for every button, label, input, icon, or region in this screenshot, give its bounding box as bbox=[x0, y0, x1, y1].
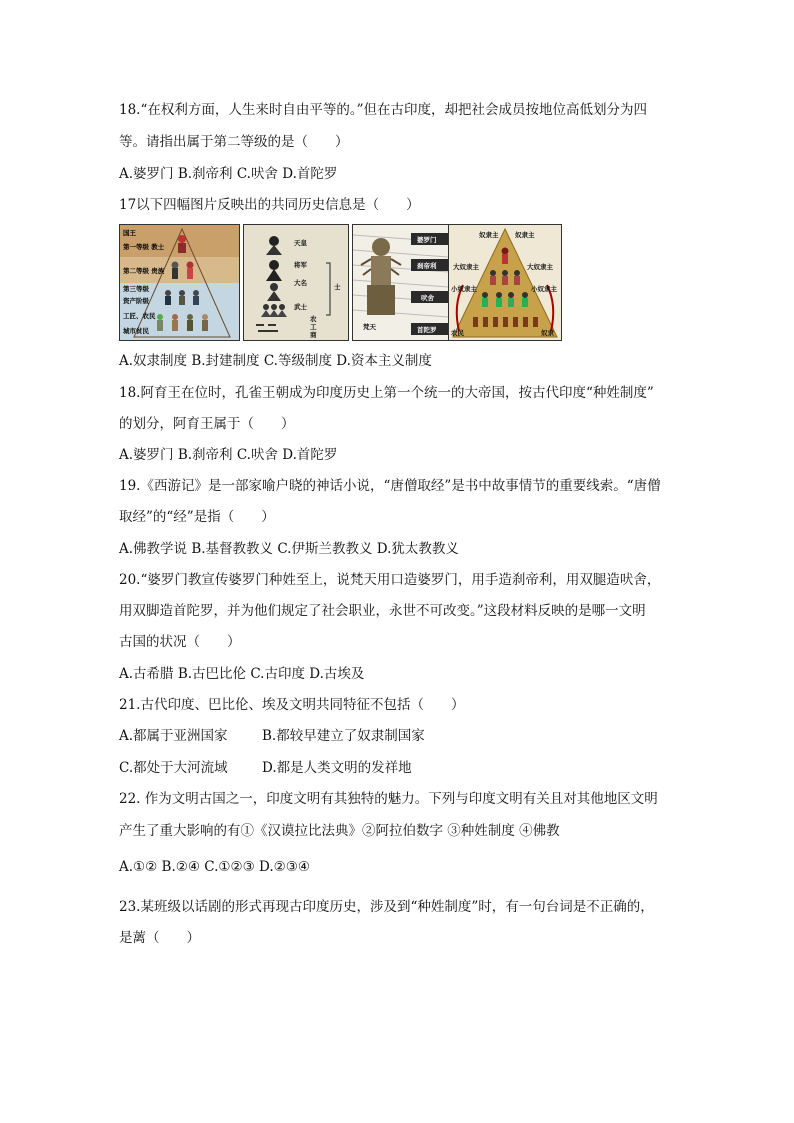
question-18a-options: A.婆罗门 B.刹帝利 C.吠舍 D.首陀罗 bbox=[119, 166, 338, 182]
fig1-label-bourgeoisie: 资产阶级 bbox=[123, 297, 149, 305]
fig4-label-big-left: 大奴隶主 bbox=[453, 263, 479, 271]
question-21-option-d: D.都是人类文明的发祥地 bbox=[262, 760, 412, 776]
fig4-label-peasant: 农民 bbox=[451, 329, 464, 337]
question-18a-line-1: 18.“在权利方面，人生来时自由平等的。”但在古印度，却把社会成员按地位高低划分为四 bbox=[119, 102, 648, 118]
fig3-label-vaishya: 吠舍 bbox=[421, 294, 434, 302]
question-17-options: A.奴隶制度 B.封建制度 C.等级制度 D.资本主义制度 bbox=[119, 353, 432, 369]
question-18b-line-1: 18.阿育王在位时，孔雀王朝成为印度历史上第一个统一的大帝国，按古代印度“种姓制度” bbox=[119, 385, 654, 401]
fig2-label-emperor: 天皇 bbox=[294, 239, 307, 247]
fig2-label-samurai: 武士 bbox=[294, 303, 307, 311]
question-22-options: A.①② B.②④ C.①②③ D.②③④ bbox=[119, 859, 310, 875]
question-20-line-3: 古国的状况（ ） bbox=[119, 634, 241, 650]
figure-french-estates bbox=[119, 224, 240, 341]
fig3-label-kshatriya: 刹帝利 bbox=[417, 262, 437, 270]
figure-japanese-hierarchy bbox=[243, 224, 349, 341]
question-22-line-2: 产生了重大影响的有①《汉谟拉比法典》②阿拉伯数字 ③种姓制度 ④佛教 bbox=[119, 823, 560, 839]
question-21-option-a: A.都属于亚洲国家 bbox=[119, 728, 228, 744]
question-19-options: A.佛教学说 B.基督教教义 C.伊斯兰教教义 D.犹太教教义 bbox=[119, 541, 459, 557]
fig2-label-farmer: 农 bbox=[310, 315, 317, 323]
question-20-line-1: 20.“婆罗门教宣传婆罗门种姓至上，说梵天用口造婆罗门，用手造刹帝利，用双腿造吠舍， bbox=[119, 572, 661, 588]
fig1-label-urban-poor: 城市贫民 bbox=[123, 327, 149, 335]
question-23-line-2: 是蓠（ ） bbox=[119, 930, 200, 946]
fig2-label-merchant: 商 bbox=[310, 331, 317, 339]
fig3-label-brahmin: 婆罗门 bbox=[417, 236, 437, 244]
question-18a-line-2: 等。请指出属于第二等级的是（ ） bbox=[119, 134, 349, 150]
fig4-label-small-right: 小奴隶主 bbox=[531, 285, 557, 293]
fig1-label-nobility: 第二等级 贵族 bbox=[123, 267, 165, 275]
figure-indian-caste bbox=[352, 224, 463, 341]
question-20-line-2: 用双脚造首陀罗，并为他们规定了社会职业，永世不可改变。”这段材料反映的是哪一文明 bbox=[119, 603, 646, 619]
question-23-line-1: 23.某班级以话剧的形式再现古印度历史，涉及到“种姓制度”时，有一句台词是不正确的， bbox=[119, 899, 654, 915]
question-18b-line-2: 的划分，阿育王属于（ ） bbox=[119, 416, 295, 432]
question-20-options: A.古希腊 B.古巴比伦 C.古印度 D.古埃及 bbox=[119, 666, 365, 682]
question-21-option-c: C.都处于大河流域 bbox=[119, 760, 228, 776]
fig1-label-clergy: 第一等级 教士 bbox=[123, 243, 165, 251]
fig4-label-slave: 奴隶 bbox=[541, 329, 554, 337]
question-17-stem: 17以下四幅图片反映出的共同历史信息是（ ） bbox=[119, 197, 420, 213]
fig1-label-king: 国王 bbox=[123, 229, 136, 237]
question-21-stem: 21.古代印度、巴比伦、埃及文明共同特征不包括（ ） bbox=[119, 697, 465, 713]
question-21-option-b: B.都较早建立了奴隶制国家 bbox=[262, 728, 425, 744]
fig2-label-daimyo: 大名 bbox=[294, 279, 307, 287]
fig2-label-shogun: 将军 bbox=[294, 261, 307, 269]
fig4-label-big-right: 大奴隶主 bbox=[527, 263, 553, 271]
question-19-line-2: 取经”的“经”是指（ ） bbox=[119, 509, 275, 525]
fig2-label-artisan: 工 bbox=[310, 323, 317, 331]
fig4-label-slaveowner-right: 奴隶主 bbox=[515, 231, 535, 239]
fig3-label-shudra: 首陀罗 bbox=[417, 326, 437, 334]
figure-egypt-pyramid bbox=[448, 224, 562, 341]
fig2-label-shi: 士 bbox=[334, 283, 341, 291]
question-22-line-1: 22. 作为文明古国之一，印度文明有其独特的魅力。下列与印度文明有关且对其他地区文明 bbox=[119, 791, 658, 807]
question-18b-options: A.婆罗门 B.刹帝利 C.吠舍 D.首陀罗 bbox=[119, 447, 338, 463]
fig4-label-small-left: 小奴隶主 bbox=[451, 285, 477, 293]
question-19-line-1: 19.《西游记》是一部家喻户晓的神话小说，“唐僧取经”是书中故事情节的重要线索。“唐僧 bbox=[119, 478, 661, 494]
fig4-label-slaveowner-left: 奴隶主 bbox=[479, 231, 499, 239]
fig3-label-brahma: 梵天 bbox=[363, 323, 376, 331]
fig1-label-third-estate: 第三等级 bbox=[123, 285, 149, 293]
fig1-label-artisans: 工匠、农民 bbox=[123, 312, 156, 320]
